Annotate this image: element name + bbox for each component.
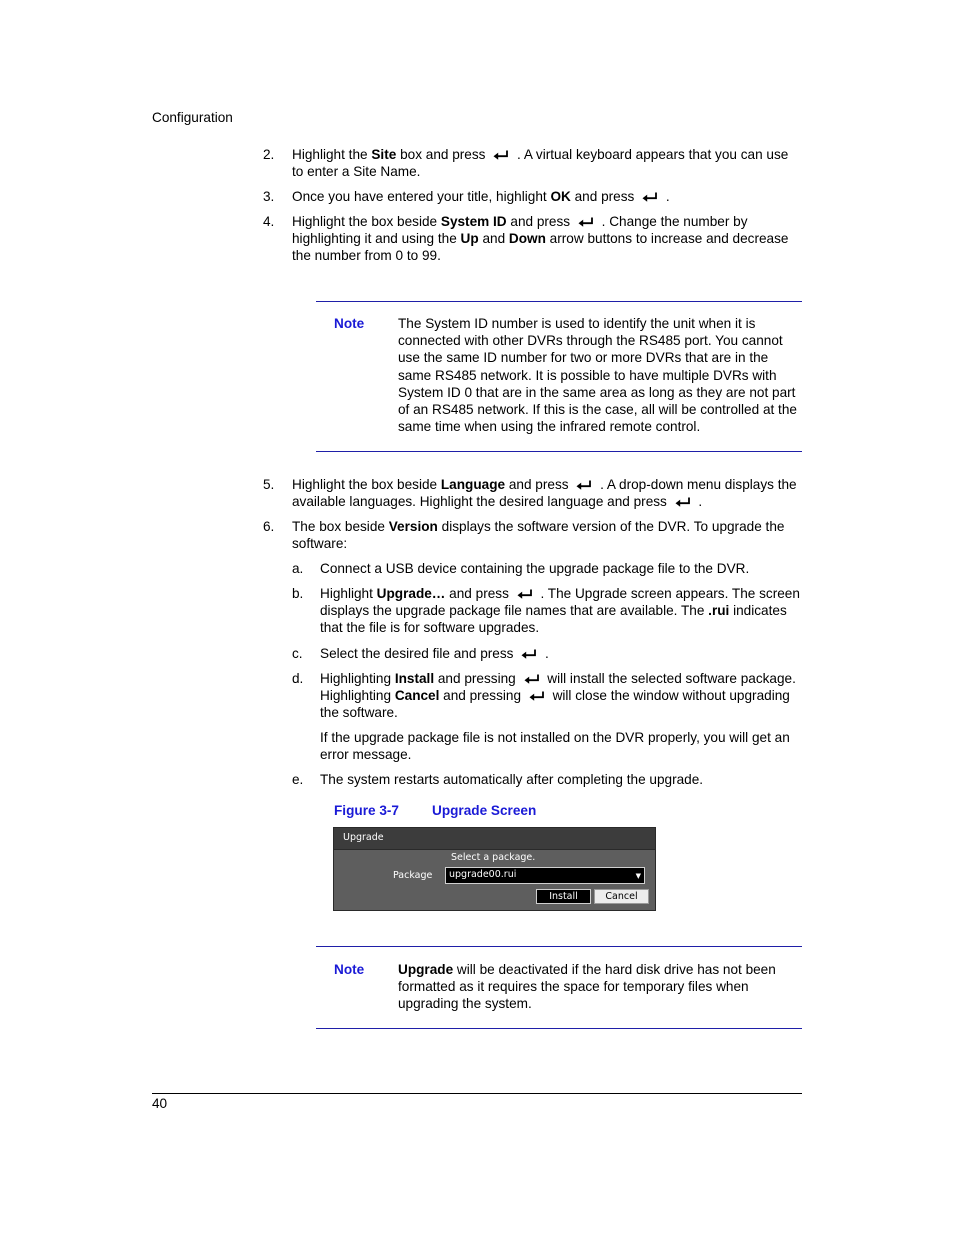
step-4 bbox=[263, 213, 803, 265]
substep-text: Highlighting Install and pressing will install the selected software package. Highlighting Cancel and pressing will close the window without upgrading the software. bbox=[320, 671, 796, 721]
note-bottom-rule bbox=[316, 451, 802, 452]
substep-d bbox=[292, 670, 804, 722]
step-5 bbox=[263, 476, 803, 510]
footer-rule bbox=[152, 1093, 802, 1094]
step-text: Once you have entered your title, highlight OK and press . bbox=[292, 189, 670, 204]
step-number: 4. bbox=[263, 214, 275, 229]
cancel-button[interactable]: Cancel bbox=[594, 889, 649, 904]
substep-extra-text: If the upgrade package file is not installed on the DVR properly, you will get an error message. bbox=[320, 730, 790, 763]
chevron-down-icon: ▼ bbox=[635, 872, 641, 880]
step-text: Highlight the box beside System ID and press . Change the number by highlighting it and using the Up and Down arrow buttons to increase and decrease the number from 0 to 99. bbox=[292, 214, 789, 264]
note-label: Note bbox=[334, 962, 365, 977]
step-number: 3. bbox=[263, 189, 275, 204]
substep-text: Select the desired file and press . bbox=[320, 646, 549, 661]
enter-key-icon bbox=[578, 217, 594, 228]
step-number: 2. bbox=[263, 147, 275, 162]
substep-letter: a. bbox=[292, 561, 304, 576]
package-select[interactable] bbox=[445, 867, 645, 884]
substep-letter: e. bbox=[292, 772, 304, 787]
step-2 bbox=[263, 146, 803, 180]
page-number: 40 bbox=[152, 1096, 168, 1111]
step-text: Highlight the Site box and press . A virtual keyboard appears that you can use to enter a Site Name. bbox=[292, 147, 789, 180]
note-text: Upgrade will be deactivated if the hard disk drive has not been formatted as it requires the space for temporary files when upgrading the system. bbox=[398, 962, 776, 1012]
substep-text: Highlight Upgrade… and press . The Upgrade screen appears. The screen displays the upgrade package file names that are available. The .rui indicates that the file is for software upgrades. bbox=[320, 586, 800, 636]
package-value: upgrade00.rui bbox=[449, 869, 517, 880]
enter-key-icon bbox=[576, 480, 592, 491]
step-6 bbox=[263, 518, 803, 552]
figure-title: Upgrade Screen bbox=[432, 803, 537, 818]
enter-key-icon bbox=[642, 192, 658, 203]
substep-letter: d. bbox=[292, 671, 304, 686]
substep-e bbox=[292, 771, 804, 788]
substep-a bbox=[292, 560, 804, 577]
step-number: 5. bbox=[263, 477, 275, 492]
substep-text: Connect a USB device containing the upgrade package file to the DVR. bbox=[320, 561, 750, 576]
enter-key-icon bbox=[524, 674, 540, 685]
step-text: Highlight the box beside Language and press . A drop-down menu displays the available languages. Highlight the desired language and press . bbox=[292, 477, 797, 510]
substep-letter: b. bbox=[292, 586, 304, 601]
note-top-rule bbox=[316, 301, 802, 302]
dialog-message: Select a package. bbox=[451, 852, 536, 863]
dialog-title-bar bbox=[334, 828, 655, 850]
substep-letter: c. bbox=[292, 646, 303, 661]
figure-number: Figure 3-7 bbox=[334, 803, 399, 818]
enter-key-icon bbox=[493, 150, 509, 161]
note-top-rule bbox=[316, 946, 802, 947]
note-label: Note bbox=[334, 316, 365, 331]
step-number: 6. bbox=[263, 519, 275, 534]
enter-key-icon bbox=[529, 691, 545, 702]
section-header: Configuration bbox=[152, 110, 233, 125]
note-bottom-rule bbox=[316, 1028, 802, 1029]
install-button[interactable]: Install bbox=[536, 889, 591, 904]
substep-c bbox=[292, 645, 804, 662]
step-3 bbox=[263, 188, 803, 205]
enter-key-icon bbox=[521, 649, 537, 660]
enter-key-icon bbox=[517, 589, 533, 600]
step-text: The box beside Version displays the software version of the DVR. To upgrade the software: bbox=[292, 519, 785, 552]
enter-key-icon bbox=[675, 497, 691, 508]
package-label: Package bbox=[393, 870, 433, 881]
dialog-title: Upgrade bbox=[343, 832, 384, 843]
substep-d-extra bbox=[292, 729, 804, 763]
upgrade-dialog bbox=[333, 827, 656, 911]
note-text: The System ID number is used to identify the unit when it is connected with other DVRs through the RS485 port. You cannot use the same ID number for two or more DVRs that are in the same RS485 network. It is possible to have multiple DVRs with System ID 0 that are in the same area as long as they are not part of an RS485 network. If this is the case, all will be controlled at the same time when using the infrared remote control. bbox=[398, 316, 797, 435]
substep-text: The system restarts automatically after completing the upgrade. bbox=[320, 772, 704, 787]
substep-b bbox=[292, 585, 804, 637]
